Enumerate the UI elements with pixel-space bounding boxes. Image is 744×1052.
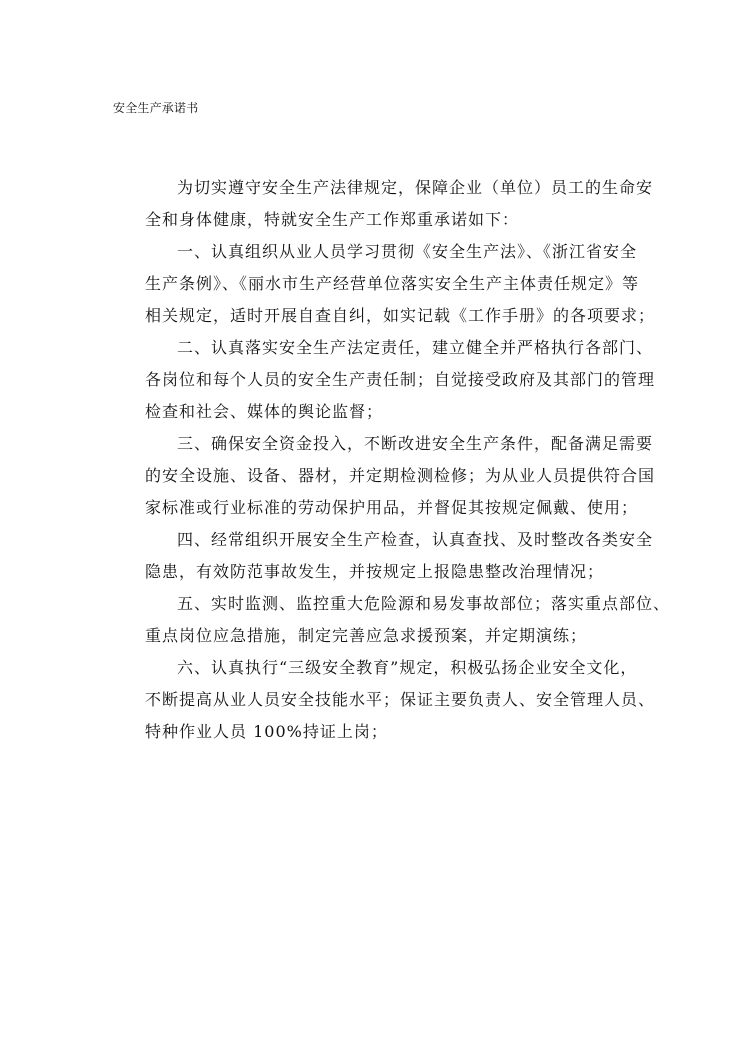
paragraph-item-3 xyxy=(113,428,656,524)
paragraph-item-2 xyxy=(113,332,656,428)
paragraph-line: 三、确保安全资金投入，不断改进安全生产条件，配备满足需要 xyxy=(177,434,654,453)
document-title: 安全生产承诺书 xyxy=(113,101,199,115)
paragraph-line: 为切实遵守安全生产法律规定，保障企业（单位）员工的生命安 xyxy=(177,178,654,197)
paragraph-item-6 xyxy=(113,652,656,748)
paragraph-line: 家标准或行业标准的劳动保护用品，并督促其按规定佩戴、使用； xyxy=(145,498,639,517)
paragraph-line: 一、认真组织从业人员学习贯彻《安全生产法》、《浙江省安全 xyxy=(177,242,638,261)
paragraph-line: 六、认真执行“三级安全教育”规定，积极弘扬企业安全文化， xyxy=(177,658,638,677)
paragraph-line: 五、实时监测、监控重大危险源和易发事故部位；落实重点部位、 xyxy=(177,594,671,613)
paragraph-line: 的安全设施、设备、器材，并定期检测检修；为从业人员提供符合国 xyxy=(145,466,656,485)
paragraph-line: 相关规定，适时开展自查自纠，如实记载《工作手册》的各项要求； xyxy=(145,306,656,325)
paragraph-line: 各岗位和每个人员的安全生产责任制；自觉接受政府及其部门的管理 xyxy=(145,370,656,389)
document-body xyxy=(113,172,671,748)
paragraph-line: 重点岗位应急措施，制定完善应急求援预案，并定期演练； xyxy=(145,626,588,645)
paragraph-line: 二、认真落实安全生产法定责任，建立健全并严格执行各部门、 xyxy=(177,338,654,357)
paragraph-line: 全和身体健康，特就安全生产工作郑重承诺如下： xyxy=(145,210,520,229)
paragraph-intro xyxy=(113,172,654,236)
paragraph-line: 隐患，有效防范事故发生，并按规定上报隐患整改治理情况； xyxy=(145,562,605,581)
paragraph-item-1 xyxy=(113,236,656,332)
paragraph-item-5 xyxy=(113,588,671,652)
paragraph-line: 生产条例》、《丽水市生产经营单位落实安全生产主体责任规定》等 xyxy=(145,274,640,293)
paragraph-line: 四、经常组织开展安全生产检查，认真查找、及时整改各类安全 xyxy=(177,530,654,549)
paragraph-line: 特种作业人员 100%持证上岗； xyxy=(145,722,388,741)
paragraph-line: 检查和社会、媒体的舆论监督； xyxy=(145,402,384,421)
paragraph-item-4 xyxy=(113,524,654,588)
paragraph-line: 不断提高从业人员安全技能水平；保证主要负责人、安全管理人员、 xyxy=(145,690,656,709)
